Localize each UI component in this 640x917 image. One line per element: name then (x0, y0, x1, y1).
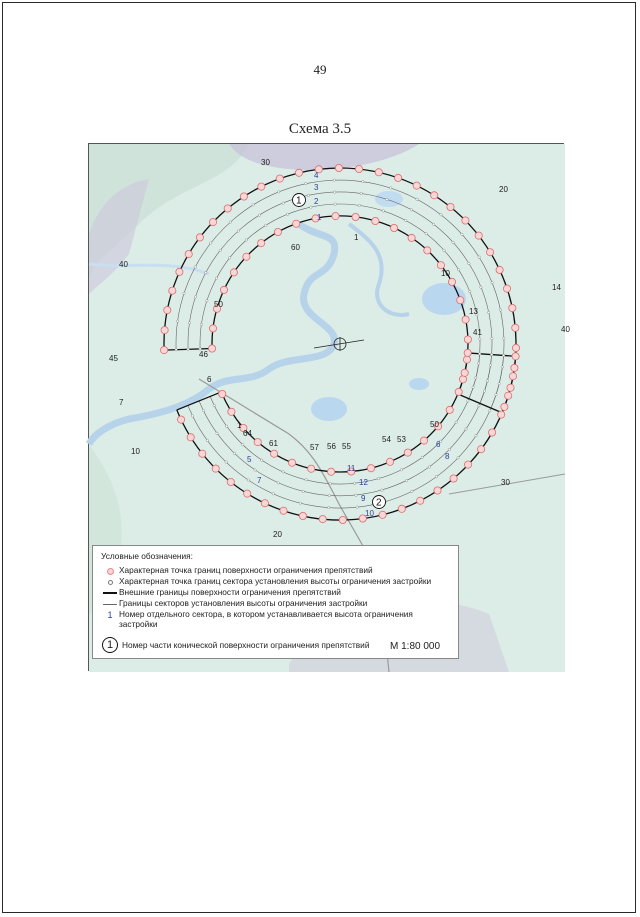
sector-point (467, 400, 469, 402)
boundary-point (274, 228, 281, 235)
sector-point (328, 494, 330, 496)
legend-item (101, 566, 373, 576)
boundary-point (372, 217, 379, 224)
sector-point (498, 383, 500, 385)
sector-point (440, 214, 442, 216)
sector-number-icon: 1 (107, 610, 113, 620)
boundary-point (328, 468, 335, 475)
sector-point (272, 493, 274, 495)
boundary-point (199, 450, 206, 457)
legend-item (101, 588, 341, 598)
boundary-point-icon (107, 568, 114, 575)
sector-point (305, 479, 307, 481)
boundary-point (450, 475, 457, 482)
boundary-point (261, 500, 268, 507)
sector-point (225, 461, 227, 463)
boundary-point (447, 203, 454, 210)
boundary-point (509, 304, 516, 311)
boundary-point (420, 437, 427, 444)
boundary-point (489, 429, 496, 436)
boundary-point (228, 408, 235, 415)
sector-point (489, 410, 491, 412)
point-number-label: 54 (382, 435, 391, 444)
sector-number-label: 6 (436, 440, 441, 449)
boundary-point (395, 174, 402, 181)
boundary-point (293, 220, 300, 227)
sector-point (425, 233, 427, 235)
boundary-point (465, 461, 472, 468)
point-number-label: 50 (214, 300, 223, 309)
sector-number-label: 8 (445, 452, 450, 461)
boundary-point (464, 349, 471, 356)
sector-point (483, 390, 485, 392)
boundary-point (339, 516, 346, 523)
part-number-label: 2 (376, 497, 382, 509)
sector-point (501, 366, 503, 368)
sector-point (307, 194, 309, 196)
boundary-point (457, 297, 464, 304)
legend-item (101, 637, 369, 653)
sector-point (210, 242, 212, 244)
sector-point (479, 353, 481, 355)
sector-point (302, 490, 304, 492)
boundary-point (391, 224, 398, 231)
boundary-point (355, 165, 362, 172)
sector-point (202, 409, 204, 411)
sector-number-label: 12 (359, 478, 368, 487)
sector-point (200, 323, 202, 325)
page-number: 49 (313, 62, 327, 77)
sector-point (416, 198, 418, 200)
sector-point (334, 191, 336, 193)
boundary-point (475, 232, 482, 239)
sector-point (242, 444, 244, 446)
sector-point (390, 187, 392, 189)
sector-point (489, 364, 491, 366)
point-number-label: 64 (243, 429, 252, 438)
part-number-icon: 1 (102, 637, 118, 653)
sector-point (458, 269, 460, 271)
boundary-point (424, 247, 431, 254)
sector-point (358, 204, 360, 206)
legend-item-label: Границы секторов установления высоты ограничения застройки (119, 598, 368, 608)
sector-point (305, 182, 307, 184)
sector-point (205, 271, 207, 273)
legend-item-label: Характерная точка границ сектора установления высоты ограничения застройки (119, 576, 432, 586)
sector-point (327, 506, 329, 508)
boundary-point (212, 465, 219, 472)
sector-point (245, 239, 247, 241)
sector-point (478, 256, 480, 258)
point-number-label: 14 (552, 283, 561, 292)
sector-point (216, 432, 218, 434)
sector-number-label: 2 (314, 197, 319, 206)
sector-point (334, 203, 336, 205)
sector-point (488, 311, 490, 313)
boundary-point (448, 278, 455, 285)
boundary-point (161, 327, 168, 334)
boundary-point (243, 253, 250, 260)
sector-point (176, 320, 178, 322)
legend-item (101, 599, 367, 609)
boundary-point (164, 307, 171, 314)
sector-number-label: 10 (365, 509, 374, 518)
boundary-point (462, 316, 469, 323)
boundary-point (478, 446, 485, 453)
sector-point (448, 448, 450, 450)
sector-number-label: 5 (247, 455, 252, 464)
sector-point (457, 457, 459, 459)
boundary-point (375, 169, 382, 176)
sector-number-label: 3 (314, 183, 319, 192)
sector-point (258, 214, 260, 216)
legend (92, 545, 459, 659)
lake-3 (409, 378, 429, 390)
boundary-point (209, 325, 216, 332)
sector-point (443, 249, 445, 251)
sector-point (432, 223, 434, 225)
point-number-label: 45 (109, 354, 118, 363)
sector-point (353, 482, 355, 484)
boundary-point (319, 516, 326, 523)
sector-point (355, 494, 357, 496)
sector-point (405, 219, 407, 221)
boundary-point (461, 369, 468, 376)
point-number-label: 6 (207, 375, 212, 384)
sector-point (356, 506, 358, 508)
boundary-point (413, 182, 420, 189)
legend-item-label: Номер части конической поверхности ограничения препятствий (122, 640, 370, 650)
sector-point (495, 394, 497, 396)
point-number-label: 46 (199, 350, 208, 359)
sector-point (206, 300, 208, 302)
sector-point (410, 209, 412, 211)
sector-point (382, 210, 384, 212)
boundary-point (352, 213, 359, 220)
sector-point (386, 198, 388, 200)
sector-point (477, 362, 479, 364)
sector-point (411, 490, 413, 492)
thin-line-icon (103, 604, 117, 605)
point-number-label: 60 (291, 243, 300, 252)
sector-point (191, 415, 193, 417)
sector-point (188, 322, 190, 324)
boundary-point (209, 219, 216, 226)
sector-point (310, 206, 312, 208)
sector-point-icon (108, 580, 113, 585)
sector-point (491, 281, 493, 283)
boundary-point (335, 164, 342, 171)
sector-point (499, 309, 501, 311)
sector-point (187, 348, 189, 350)
boundary-point (501, 403, 508, 410)
legend-item (101, 577, 431, 587)
sector-point (226, 425, 228, 427)
sector-point (469, 290, 471, 292)
sector-point (421, 456, 423, 458)
sector-point (183, 292, 185, 294)
boundary-point (464, 336, 471, 343)
sector-point (381, 489, 383, 491)
boundary-point (289, 459, 296, 466)
point-number-label: 13 (469, 307, 478, 316)
sector-point (435, 476, 437, 478)
boundary-point (271, 450, 278, 457)
point-number-label: 40 (561, 325, 570, 334)
sector-point (503, 337, 505, 339)
boundary-point (254, 439, 261, 446)
boundary-point (512, 353, 519, 360)
sector-point (213, 404, 215, 406)
sector-point (461, 233, 463, 235)
sector-point (215, 277, 217, 279)
sector-point (405, 479, 407, 481)
lake-2 (311, 397, 347, 421)
sector-point (468, 262, 470, 264)
lake-4 (375, 191, 403, 207)
boundary-point (404, 449, 411, 456)
boundary-point (230, 269, 237, 276)
point-number-label: 57 (310, 443, 319, 452)
point-number-label: 30 (501, 478, 510, 487)
sector-point (277, 191, 279, 193)
point-number-label: 7 (119, 398, 124, 407)
legend-item-label: Внешние границы поверхности ограничения препятствий (119, 587, 341, 597)
boundary-point (498, 411, 505, 418)
point-number-label: 1 (354, 233, 359, 242)
boundary-point (295, 169, 302, 176)
sector-point (252, 204, 254, 206)
sector-point (479, 338, 481, 340)
boundary-point (417, 497, 424, 504)
boundary-point (434, 487, 441, 494)
boundary-point (455, 388, 462, 395)
sector-number-label: 7 (257, 476, 262, 485)
sector-point (233, 452, 235, 454)
boundary-point (509, 373, 516, 380)
sector-point (360, 192, 362, 194)
sector-point (478, 405, 480, 407)
boundary-point (280, 507, 287, 514)
map-scale: М 1:80 000 (390, 641, 441, 652)
point-number-label: 40 (119, 260, 128, 269)
sector-point (194, 266, 196, 268)
sector-point (247, 479, 249, 481)
sector-point (428, 466, 430, 468)
sector-point (265, 224, 267, 226)
boundary-point (244, 490, 251, 497)
boundary-point (219, 390, 226, 397)
sector-point (329, 483, 331, 485)
boundary-point (379, 511, 386, 518)
boundary-point (185, 251, 192, 258)
sector-number-label: 9 (361, 494, 366, 503)
sector-point (475, 377, 477, 379)
boundary-point (408, 234, 415, 241)
point-number-label: 50 (430, 420, 439, 429)
boundary-point (308, 465, 315, 472)
boundary-point (462, 217, 469, 224)
point-number-label: 41 (473, 328, 482, 337)
point-number-label: 10 (131, 447, 140, 456)
sector-point (206, 439, 208, 441)
sector-point (229, 221, 231, 223)
boundary-point (431, 192, 438, 199)
boundary-point (187, 434, 194, 441)
sector-point (333, 179, 335, 181)
sector-point (491, 338, 493, 340)
scheme-title: Схема 3.5 (288, 121, 352, 137)
point-number-label: 55 (342, 442, 351, 451)
point-number-label: 1 (237, 421, 242, 430)
point-number-label: 53 (397, 435, 406, 444)
sector-point (194, 296, 196, 298)
part-number-label: 1 (296, 195, 302, 207)
sector-point (219, 249, 221, 251)
boundary-point (169, 287, 176, 294)
sector-point (286, 213, 288, 215)
boundary-point (507, 384, 514, 391)
sector-point (282, 471, 284, 473)
boundary-point (367, 465, 374, 472)
boundary-point (227, 478, 234, 485)
boundary-point (209, 345, 216, 352)
sector-number-label: 1 (317, 213, 322, 222)
sector-point (229, 257, 231, 259)
sector-point (277, 482, 279, 484)
boundary-point (386, 458, 393, 465)
boundary-point (161, 347, 168, 354)
boundary-point (511, 364, 518, 371)
sector-point (486, 380, 488, 382)
sector-point (452, 241, 454, 243)
boundary-point (398, 505, 405, 512)
legend-item-label: Номер отдельного сектора, в котором устанавливается высота ограничения застройки (119, 609, 413, 629)
legend-item (101, 610, 431, 629)
sector-point (362, 180, 364, 182)
boundary-point (487, 249, 494, 256)
point-number-label: 56 (327, 442, 336, 451)
boundary-point (258, 240, 265, 247)
boundary-point (240, 193, 247, 200)
boundary-point (459, 376, 466, 383)
sector-point (475, 435, 477, 437)
boundary-point (178, 416, 185, 423)
sector-point (175, 349, 177, 351)
sector-point (261, 459, 263, 461)
sector-point (237, 230, 239, 232)
boundary-point (224, 205, 231, 212)
boundary-point (512, 344, 519, 351)
boundary-point (299, 512, 306, 519)
sector-point (455, 421, 457, 423)
boundary-point (496, 266, 503, 273)
point-number-label: 10 (441, 269, 450, 278)
boundary-point (332, 213, 339, 220)
boundary-point (196, 234, 203, 241)
sector-point (480, 286, 482, 288)
sector-point (377, 477, 379, 479)
sector-number-label: 4 (314, 171, 319, 180)
legend-item-label: Характерная точка границ поверхности ограничения препятствий (119, 565, 373, 575)
boundary-point (176, 268, 183, 275)
boundary-point (446, 406, 453, 413)
sector-number-label: 11 (347, 464, 356, 473)
sector-point (299, 502, 301, 504)
point-number-label: 61 (269, 439, 278, 448)
sector-point (254, 469, 256, 471)
sector-point (490, 353, 492, 355)
boundary-point (463, 356, 470, 363)
boundary-point (512, 324, 519, 331)
sector-point (282, 202, 284, 204)
boundary-point (505, 392, 512, 399)
sector-point (502, 354, 504, 356)
sector-point (465, 428, 467, 430)
boundary-point (503, 285, 510, 292)
sector-point (400, 469, 402, 471)
thick-line-icon (103, 592, 117, 594)
boundary-point (276, 175, 283, 182)
point-number-label: 30 (261, 158, 270, 167)
point-number-label: 20 (499, 185, 508, 194)
boundary-point (258, 183, 265, 190)
point-number-label: 20 (273, 530, 282, 539)
legend-title: Условные обозначения: (101, 551, 193, 561)
sector-point (472, 386, 474, 388)
boundary-point (437, 262, 444, 269)
boundary-point (220, 286, 227, 293)
